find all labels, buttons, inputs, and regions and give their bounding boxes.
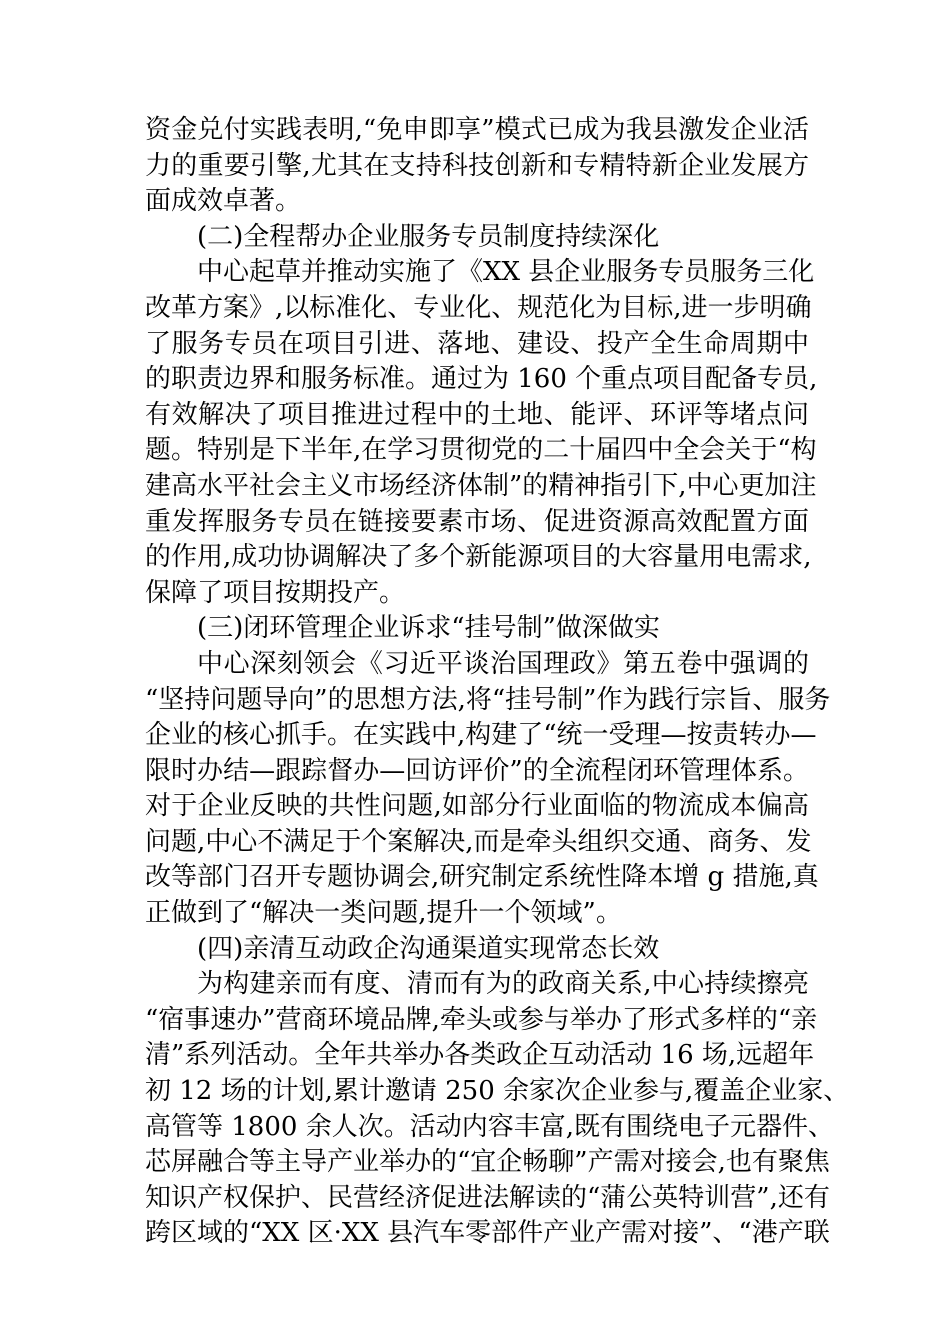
body-line: 的职责边界和服务标准。通过为 160 个重点项目配备专员, — [145, 364, 818, 395]
body-line: 力的重要引擎,尤其在支持科技创新和专精特新企业发展方 — [145, 150, 809, 181]
body-line: 高管等 1800 余人次。活动内容丰富,既有围绕电子元器件、 — [145, 1111, 834, 1142]
body-line: 保障了项目按期投产。 — [145, 577, 406, 608]
body-line: 限时办结—跟踪督办—回访评价”的全流程闭环管理体系。 — [145, 755, 809, 786]
document-body — [145, 113, 850, 1252]
body-line: 重发挥服务专员在链接要素市场、促进资源高效配置方面 — [145, 506, 809, 537]
body-line: 正做到了“解决一类问题,提升一个领域”。 — [145, 898, 622, 929]
body-line: 芯屏融合等主导产业举办的“宜企畅聊”产需对接会,也有聚焦 — [145, 1147, 830, 1178]
body-line: 题。特别是下半年,在学习贯彻党的二十届四中全会关于“构 — [145, 435, 817, 466]
body-line: 知识产权保护、民营经济促进法解读的“蒲公英特训营”,还有 — [145, 1182, 830, 1213]
body-line: 中心深刻领会《习近平谈治国理政》第五卷中强调的 — [197, 648, 809, 679]
body-line: 有效解决了项目推进过程中的土地、能评、环评等堵点问 — [145, 399, 809, 430]
body-line: 了服务专员在项目引进、落地、建设、投产全生命周期中 — [145, 328, 809, 359]
section-heading-4: (四)亲清互动政企沟通渠道实现常态长效 — [197, 933, 660, 964]
body-line: 建高水平社会主义市场经济体制”的精神指引下,中心更加注 — [145, 470, 817, 501]
body-line: “宿事速办”营商环境品牌,牵头或参与举办了形式多样的“亲 — [145, 1004, 818, 1035]
section-heading-2: (二)全程帮办企业服务专员制度持续深化 — [197, 221, 660, 252]
body-line: 的作用,成功协调解决了多个新能源项目的大容量用电需求, — [145, 542, 812, 573]
body-line: 对于企业反映的共性问题,如部分行业面临的物流成本偏高 — [145, 791, 809, 822]
body-line: 初 12 场的计划,累计邀请 250 余家次企业参与,覆盖企业家、 — [145, 1076, 850, 1107]
body-line: 中心起草并推动实施了《XX 县企业服务专员服务三化 — [197, 257, 815, 288]
body-line: 资金兑付实践表明,“免申即享”模式已成为我县激发企业活 — [145, 115, 809, 145]
body-line: 改等部门召开专题协调会,研究制定系统性降本增 g 措施,真 — [145, 862, 819, 893]
body-line: “坚持问题导向”的思想方法,将“挂号制”作为践行宗旨、服务 — [145, 684, 831, 715]
body-line: 企业的核心抓手。在实践中,构建了“统一受理—按责转办— — [145, 720, 817, 751]
body-line: 问题,中心不满足于个案解决,而是牵头组织交通、商务、发 — [145, 826, 812, 857]
body-line: 清”系列活动。全年共举办各类政企互动活动 16 场,远超年 — [145, 1040, 815, 1071]
body-line: 为构建亲而有度、清而有为的政商关系,中心持续擦亮 — [197, 969, 809, 1000]
section-heading-3: (三)闭环管理企业诉求“挂号制”做深做实 — [197, 613, 660, 644]
body-line: 跨区域的“XX 区·XX 县汽车零部件产业产需对接”、“港产联 — [145, 1218, 830, 1249]
body-line: 改革方案》,以标准化、专业化、规范化为目标,进一步明确 — [145, 292, 812, 323]
body-line: 面成效卓著。 — [145, 186, 302, 217]
